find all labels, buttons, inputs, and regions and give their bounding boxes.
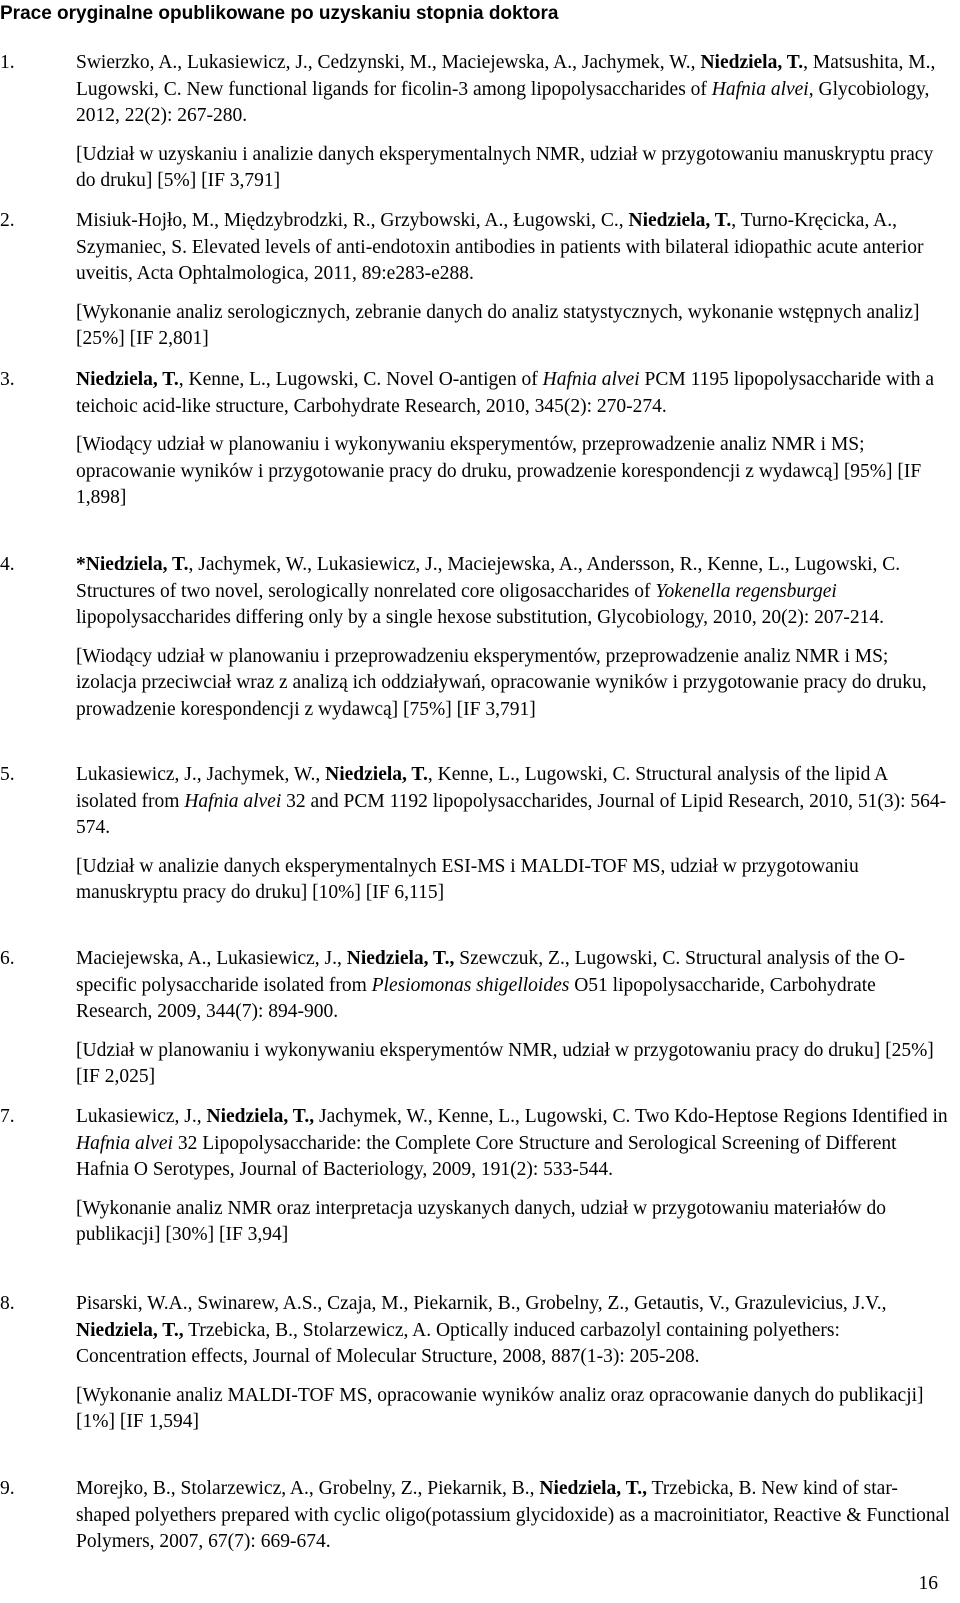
- publication-entry: [0, 1476, 950, 1556]
- contribution-note: [Wykonanie analiz MALDI-TOF MS, opracowanie wyników analiz oraz opracowanie danych do publikacji] [1%] [IF 1,594]: [76, 1384, 924, 1432]
- publication-entry: [0, 946, 950, 1091]
- publication-entry: [0, 1104, 950, 1249]
- entry-number: 2.: [0, 210, 15, 231]
- publication-entry: [0, 50, 950, 195]
- citation: *Niedziela, T., Jachymek, W., Lukasiewicz, J., Maciejewska, A., Andersson, R., Kenne, L., Lugowski, C. Structures of two novel, serologically nonrelated core oligosaccharides of Yokenella regensburgei lipopolysaccharides differing only by a single hexose substitution, Glycobiology, 2010, 20(2): 207-214.: [76, 554, 901, 628]
- entry-number: 7.: [0, 1106, 15, 1127]
- section-heading: Prace oryginalne opublikowane po uzyskaniu stopnia doktora: [0, 3, 559, 24]
- contribution-note: [Udział w uzyskaniu i analizie danych eksperymentalnych NMR, udział w przygotowaniu manuskryptu pracy do druku] [5%] [IF 3,791]: [76, 143, 934, 191]
- publication-entry: [0, 1291, 950, 1436]
- citation: Lukasiewicz, J., Niedziela, T., Jachymek, W., Kenne, L., Lugowski, C. Two Kdo-Heptose Regions Identified in Hafnia alvei 32 Lipopolysaccharide: the Complete Core Structure and Serological Screening of Different Hafnia O Serotypes, Journal of Bacteriology, 2009, 191(2): 533-544.: [76, 1106, 948, 1180]
- contribution-note: [Udział w analizie danych eksperymentalnych ESI-MS i MALDI-TOF MS, udział w przygotowaniu manuskryptu pracy do druku] [10%] [IF 6,115]: [76, 855, 859, 903]
- publication-entry: [0, 367, 950, 512]
- entry-number: 1.: [0, 52, 15, 73]
- entry-number: 4.: [0, 554, 15, 575]
- contribution-note: [Wiodący udział w planowaniu i przeprowadzeniu eksperymentów, przeprowadzenie analiz NMR i MS; izolacja przeciwciał wraz z analizą ich oddziaływań, opracowanie wyników i przygotowanie pracy do druku, prowadzenie korespondencji z wydawcą] [75%] [IF 3,791]: [76, 645, 927, 720]
- citation: Misiuk-Hojło, M., Międzybrodzki, R., Grzybowski, A., Ługowski, C., Niedziela, T., Turno-Kręcicka, A., Szymaniec, S. Elevated levels of anti-endotoxin antibodies in patients with bilateral idiopathic acute anterior uveitis, Acta Ophtalmologica, 2011, 89:e283-e288.: [76, 210, 924, 284]
- page-number: 16: [918, 1573, 938, 1594]
- entry-number: 8.: [0, 1293, 15, 1314]
- citation: Morejko, B., Stolarzewicz, A., Grobelny, Z., Piekarnik, B., Niedziela, T., Trzebicka, B. New kind of star-shaped polyethers prepared with cyclic oligo(potassium glycidoxide) as a macroinitiator, Reactive & Functional Polymers, 2007, 67(7): 669-674.: [76, 1478, 950, 1552]
- publication-entry: [0, 552, 950, 723]
- contribution-note: [Udział w planowaniu i wykonywaniu eksperymentów NMR, udział w przygotowaniu pracy do druku] [25%] [IF 2,025]: [76, 1039, 934, 1087]
- contribution-note: [Wykonanie analiz serologicznych, zebranie danych do analiz statystycznych, wykonanie wstępnych analiz] [25%] [IF 2,801]: [76, 301, 920, 349]
- citation: Pisarski, W.A., Swinarew, A.S., Czaja, M., Piekarnik, B., Grobelny, Z., Getautis, V., Grazulevicius, J.V., Niedziela, T., Trzebicka, B., Stolarzewicz, A. Optically induced carbazolyl containing polyethers: Concentration effects, Journal of Molecular Structure, 2008, 887(1-3): 205-208.: [76, 1293, 887, 1367]
- entry-number: 3.: [0, 369, 15, 390]
- entry-number: 6.: [0, 948, 15, 969]
- entry-number: 5.: [0, 764, 15, 785]
- citation: Niedziela, T., Kenne, L., Lugowski, C. Novel O-antigen of Hafnia alvei PCM 1195 lipopolysaccharide with a teichoic acid-like structure, Carbohydrate Research, 2010, 345(2): 270-274.: [76, 369, 935, 417]
- entry-number: 9.: [0, 1478, 15, 1499]
- contribution-note: [Wykonanie analiz NMR oraz interpretacja uzyskanych danych, udział w przygotowaniu materiałów do publikacji] [30%] [IF 3,94]: [76, 1197, 886, 1245]
- citation: Maciejewska, A., Lukasiewicz, J., Niedziela, T., Szewczuk, Z., Lugowski, C. Structural analysis of the O-specific polysaccharide isolated from Plesiomonas shigelloides O51 lipopolysaccharide, Carbohydrate Research, 2009, 344(7): 894-900.: [76, 948, 905, 1022]
- citation: Lukasiewicz, J., Jachymek, W., Niedziela, T., Kenne, L., Lugowski, C. Structural analysis of the lipid A isolated from Hafnia alvei 32 and PCM 1192 lipopolysaccharides, Journal of Lipid Research, 2010, 51(3): 564-574.: [76, 764, 947, 838]
- contribution-note: [Wiodący udział w planowaniu i wykonywaniu eksperymentów, przeprowadzenie analiz NMR i MS; opracowanie wyników i przygotowanie pracy do druku, prowadzenie korespondencji z wydawcą] [95%] [IF 1,898]: [76, 434, 922, 508]
- publication-entry: [0, 762, 950, 907]
- citation: Swierzko, A., Lukasiewicz, J., Cedzynski, M., Maciejewska, A., Jachymek, W., Niedziela, T., Matsushita, M., Lugowski, C. New functional ligands for ficolin-3 among lipopolysaccharides of Hafnia alvei, Glycobiology, 2012, 22(2): 267-280.: [76, 52, 936, 126]
- publication-entry: [0, 208, 950, 353]
